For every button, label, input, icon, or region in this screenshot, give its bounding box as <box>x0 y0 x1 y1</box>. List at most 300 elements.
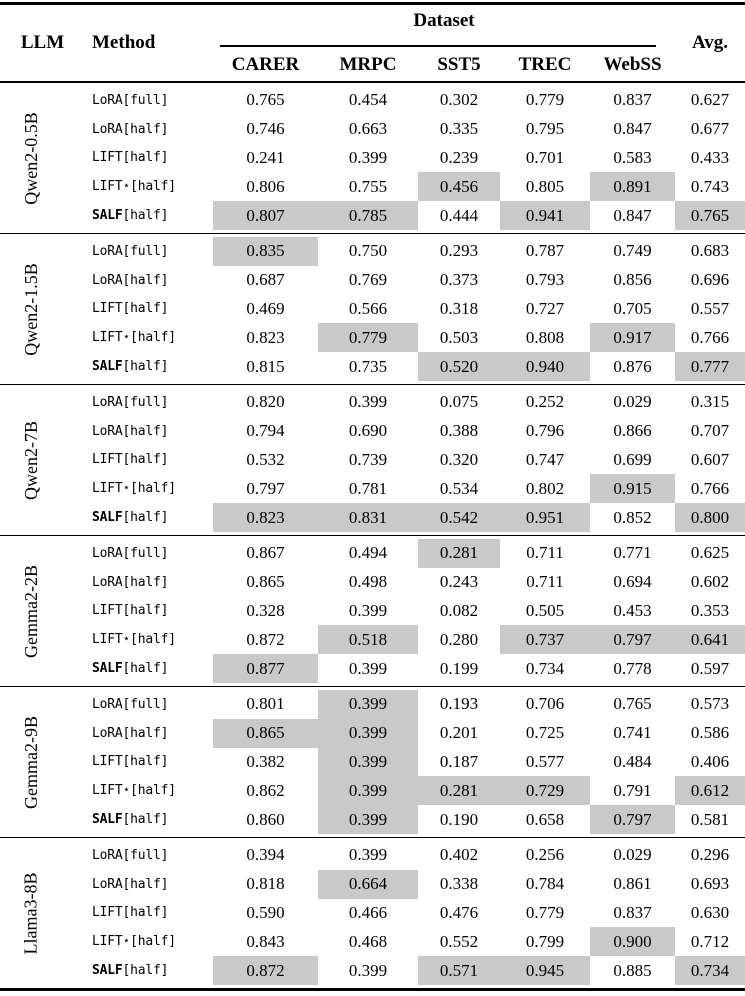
score-value-cell: 0.399 <box>318 690 418 719</box>
table-row <box>85 899 745 928</box>
score-value-cell: 0.256 <box>525 845 565 865</box>
method-name: SALF <box>92 359 123 375</box>
method-cell <box>85 172 213 201</box>
score-value-cell: 0.737 <box>500 625 590 654</box>
score-value-cell: 0.847 <box>613 119 652 139</box>
score-value-cell: 0.590 <box>246 902 285 922</box>
score-value-cell: 0.891 <box>590 172 675 201</box>
dataset-underline-rule <box>220 45 656 47</box>
method-variant: [half] <box>130 632 176 648</box>
score-value-cell: 0.779 <box>318 323 418 352</box>
avg-value-cell: 0.677 <box>690 119 730 139</box>
method-variant: [full] <box>122 394 169 410</box>
llm-label-cell <box>0 536 62 686</box>
method-name: LIFT⋆ <box>92 179 131 195</box>
score-value-cell: 0.468 <box>348 931 388 951</box>
score-value-cell: 0.571 <box>418 956 500 985</box>
method-variant: [half] <box>122 301 169 317</box>
method-cell <box>85 654 213 683</box>
column-header-method: Method <box>92 32 156 53</box>
score-value-cell: 0.252 <box>525 392 565 412</box>
column-header-trec: TREC <box>518 54 572 75</box>
score-value-cell: 0.917 <box>590 323 675 352</box>
score-value-cell: 0.769 <box>348 270 388 290</box>
score-value-cell: 0.566 <box>348 298 388 318</box>
score-value-cell: 0.399 <box>348 147 388 167</box>
method-cell <box>85 870 213 899</box>
score-value-cell: 0.866 <box>613 421 652 441</box>
method-name: LoRA <box>92 725 123 741</box>
avg-value-cell: 0.557 <box>690 298 730 318</box>
method-cell <box>85 719 213 748</box>
score-value-cell: 0.734 <box>525 658 565 678</box>
score-value-cell: 0.808 <box>525 327 565 347</box>
method-name: LoRA <box>92 272 123 288</box>
score-value-cell: 0.815 <box>246 356 285 376</box>
score-value-cell: 0.193 <box>439 694 479 714</box>
score-value-cell: 0.818 <box>246 874 285 894</box>
score-value-cell: 0.082 <box>439 600 479 620</box>
table-row <box>85 295 745 324</box>
method-cell <box>85 352 213 381</box>
llm-label: Gemma2-9B <box>20 715 41 809</box>
score-value-cell: 0.663 <box>348 119 388 139</box>
avg-value-cell: 0.406 <box>690 751 730 771</box>
table-row <box>85 144 745 173</box>
score-value-cell: 0.388 <box>439 421 479 441</box>
column-header-webss: WebSS <box>603 54 662 75</box>
score-value-cell: 0.577 <box>525 751 565 771</box>
avg-value-cell: 0.712 <box>690 931 730 951</box>
score-value-cell: 0.687 <box>246 270 285 290</box>
method-variant: [half] <box>130 934 176 950</box>
score-value-cell: 0.945 <box>500 956 590 985</box>
score-value-cell: 0.785 <box>318 201 418 230</box>
score-value-cell: 0.735 <box>348 356 388 376</box>
score-value-cell: 0.739 <box>348 449 388 469</box>
score-value-cell: 0.241 <box>246 147 285 167</box>
score-value-cell: 0.791 <box>613 780 652 800</box>
table-row <box>85 446 745 475</box>
score-value-cell: 0.243 <box>439 572 479 592</box>
score-value-cell: 0.075 <box>439 392 479 412</box>
method-cell <box>85 115 213 144</box>
avg-value-cell: 0.777 <box>675 352 745 381</box>
llm-group <box>0 233 745 384</box>
score-value-cell: 0.784 <box>525 874 565 894</box>
avg-value-cell: 0.296 <box>690 845 730 865</box>
avg-value-cell: 0.627 <box>690 90 730 110</box>
method-variant: [full] <box>122 92 169 108</box>
score-value-cell: 0.466 <box>348 902 388 922</box>
score-value-cell: 0.199 <box>439 658 479 678</box>
score-value-cell: 0.797 <box>590 805 675 834</box>
score-value-cell: 0.705 <box>613 298 652 318</box>
table-row <box>85 841 745 870</box>
method-name: LoRA <box>92 92 123 108</box>
score-value-cell: 0.690 <box>348 421 388 441</box>
method-variant: [half] <box>122 208 169 224</box>
score-value-cell: 0.951 <box>500 503 590 532</box>
method-variant: [half] <box>122 905 169 921</box>
method-variant: [half] <box>122 359 169 375</box>
score-value-cell: 0.190 <box>439 809 479 829</box>
method-cell <box>85 144 213 173</box>
method-cell <box>85 748 213 777</box>
column-header-avg: Avg. <box>691 32 729 53</box>
score-value-cell: 0.799 <box>525 931 565 951</box>
score-value-cell: 0.795 <box>525 119 565 139</box>
table-header <box>0 5 745 81</box>
score-value-cell: 0.729 <box>500 776 590 805</box>
table-row <box>85 805 745 834</box>
score-value-cell: 0.835 <box>213 237 318 266</box>
table-row <box>85 237 745 266</box>
table-row <box>85 870 745 899</box>
method-cell <box>85 956 213 985</box>
score-value-cell: 0.797 <box>246 478 285 498</box>
method-name: LIFT⋆ <box>92 783 131 799</box>
score-value-cell: 0.318 <box>439 298 479 318</box>
llm-label-cell <box>0 687 62 837</box>
score-value-cell: 0.658 <box>525 809 565 829</box>
method-cell <box>85 776 213 805</box>
score-value-cell: 0.778 <box>613 658 652 678</box>
score-value-cell: 0.771 <box>613 543 652 563</box>
score-value-cell: 0.399 <box>318 748 418 777</box>
table-bottom-rule <box>0 988 745 991</box>
score-value-cell: 0.867 <box>246 543 285 563</box>
method-variant: [full] <box>122 847 169 863</box>
method-cell <box>85 927 213 956</box>
method-name: LoRA <box>92 243 123 259</box>
avg-value-cell: 0.743 <box>690 176 730 196</box>
score-value-cell: 0.872 <box>213 956 318 985</box>
avg-value-cell: 0.353 <box>690 600 730 620</box>
column-header-mrpc: MRPC <box>339 54 397 75</box>
score-value-cell: 0.852 <box>613 507 652 527</box>
avg-value-cell: 0.597 <box>690 658 730 678</box>
group-rows <box>85 838 745 988</box>
score-value-cell: 0.823 <box>246 327 285 347</box>
method-variant: [full] <box>122 545 169 561</box>
score-value-cell: 0.837 <box>613 90 652 110</box>
score-value-cell: 0.281 <box>418 539 500 568</box>
table-row <box>85 776 745 805</box>
method-name: LIFT⋆ <box>92 330 131 346</box>
score-value-cell: 0.765 <box>613 694 652 714</box>
method-cell <box>85 841 213 870</box>
table-row <box>85 388 745 417</box>
method-variant: [half] <box>122 121 169 137</box>
llm-group <box>0 837 745 988</box>
method-name: SALF <box>92 963 123 979</box>
table-row <box>85 201 745 230</box>
method-name: LoRA <box>92 121 123 137</box>
method-cell <box>85 474 213 503</box>
score-value-cell: 0.399 <box>348 392 388 412</box>
score-value-cell: 0.801 <box>246 694 285 714</box>
score-value-cell: 0.320 <box>439 449 479 469</box>
avg-value-cell: 0.707 <box>690 421 730 441</box>
table-row <box>85 417 745 446</box>
method-name: LIFT <box>92 905 123 921</box>
score-value-cell: 0.399 <box>348 658 388 678</box>
method-variant: [full] <box>122 696 169 712</box>
score-value-cell: 0.503 <box>439 327 479 347</box>
avg-value-cell: 0.766 <box>690 327 730 347</box>
score-value-cell: 0.797 <box>590 625 675 654</box>
method-variant: [half] <box>122 725 169 741</box>
score-value-cell: 0.843 <box>246 931 285 951</box>
score-value-cell: 0.860 <box>246 809 285 829</box>
table-row <box>85 568 745 597</box>
table-row <box>85 597 745 626</box>
score-value-cell: 0.239 <box>439 147 479 167</box>
group-rows <box>85 83 745 233</box>
method-cell <box>85 539 213 568</box>
table-row <box>85 539 745 568</box>
method-name: LIFT <box>92 603 123 619</box>
score-value-cell: 0.402 <box>439 845 479 865</box>
method-variant: [half] <box>122 812 169 828</box>
score-value-cell: 0.847 <box>613 205 652 225</box>
score-value-cell: 0.201 <box>439 723 479 743</box>
table-row <box>85 86 745 115</box>
score-value-cell: 0.802 <box>525 478 565 498</box>
method-name: LoRA <box>92 876 123 892</box>
table-row <box>85 690 745 719</box>
method-name: LIFT <box>92 452 123 468</box>
score-value-cell: 0.664 <box>318 870 418 899</box>
score-value-cell: 0.872 <box>246 629 285 649</box>
method-variant: [half] <box>122 150 169 166</box>
method-name: LIFT <box>92 754 123 770</box>
method-name: LoRA <box>92 545 123 561</box>
avg-value-cell: 0.581 <box>690 809 730 829</box>
llm-label: Gemma2-2B <box>20 564 41 658</box>
llm-label: Qwen2-7B <box>20 420 41 500</box>
avg-value-cell: 0.765 <box>675 201 745 230</box>
score-value-cell: 0.494 <box>348 543 388 563</box>
score-value-cell: 0.876 <box>613 356 652 376</box>
score-value-cell: 0.787 <box>525 241 565 261</box>
avg-value-cell: 0.734 <box>675 956 745 985</box>
score-value-cell: 0.823 <box>213 503 318 532</box>
score-value-cell: 0.831 <box>318 503 418 532</box>
llm-label-cell <box>0 234 62 384</box>
column-header-sst5: SST5 <box>437 54 481 75</box>
method-cell <box>85 417 213 446</box>
score-value-cell: 0.484 <box>613 751 652 771</box>
method-cell <box>85 201 213 230</box>
method-cell <box>85 625 213 654</box>
method-variant: [half] <box>122 452 169 468</box>
score-value-cell: 0.779 <box>525 902 565 922</box>
score-value-cell: 0.505 <box>525 600 565 620</box>
method-variant: [half] <box>122 963 169 979</box>
method-cell <box>85 899 213 928</box>
avg-value-cell: 0.602 <box>690 572 730 592</box>
score-value-cell: 0.941 <box>500 201 590 230</box>
score-value-cell: 0.520 <box>418 352 500 381</box>
avg-value-cell: 0.630 <box>690 902 730 922</box>
group-rows <box>85 234 745 384</box>
method-cell <box>85 295 213 324</box>
score-value-cell: 0.498 <box>348 572 388 592</box>
avg-value-cell: 0.766 <box>690 478 730 498</box>
score-value-cell: 0.456 <box>418 172 500 201</box>
score-value-cell: 0.711 <box>526 572 564 592</box>
method-variant: [half] <box>122 272 169 288</box>
score-value-cell: 0.187 <box>439 751 479 771</box>
method-cell <box>85 388 213 417</box>
method-name: LoRA <box>92 574 123 590</box>
method-variant: [half] <box>122 754 169 770</box>
avg-value-cell: 0.641 <box>675 625 745 654</box>
method-variant: [half] <box>122 603 169 619</box>
score-value-cell: 0.542 <box>418 503 500 532</box>
score-value-cell: 0.746 <box>246 119 285 139</box>
score-value-cell: 0.741 <box>613 723 652 743</box>
table-row <box>85 115 745 144</box>
score-value-cell: 0.280 <box>439 629 479 649</box>
score-value-cell: 0.877 <box>213 654 318 683</box>
score-value-cell: 0.779 <box>525 90 565 110</box>
score-value-cell: 0.394 <box>246 845 285 865</box>
method-variant: [half] <box>122 661 169 677</box>
score-value-cell: 0.701 <box>525 147 565 167</box>
method-name: LoRA <box>92 394 123 410</box>
table-row <box>85 474 745 503</box>
llm-group <box>0 686 745 837</box>
score-value-cell: 0.915 <box>590 474 675 503</box>
method-name: SALF <box>92 812 123 828</box>
method-name: SALF <box>92 208 123 224</box>
score-value-cell: 0.711 <box>526 543 564 563</box>
method-cell <box>85 503 213 532</box>
score-value-cell: 0.453 <box>613 600 652 620</box>
method-cell <box>85 805 213 834</box>
score-value-cell: 0.706 <box>525 694 565 714</box>
score-value-cell: 0.862 <box>246 780 285 800</box>
method-name: LIFT⋆ <box>92 632 131 648</box>
table-row <box>85 748 745 777</box>
score-value-cell: 0.293 <box>439 241 479 261</box>
score-value-cell: 0.856 <box>613 270 652 290</box>
score-value-cell: 0.725 <box>525 723 565 743</box>
method-cell <box>85 323 213 352</box>
score-value-cell: 0.399 <box>348 845 388 865</box>
llm-group <box>0 384 745 535</box>
score-value-cell: 0.820 <box>246 392 285 412</box>
avg-value-cell: 0.315 <box>690 392 730 412</box>
llm-group <box>0 83 745 233</box>
score-value-cell: 0.476 <box>439 902 479 922</box>
method-variant: [half] <box>122 574 169 590</box>
score-value-cell: 0.552 <box>439 931 479 951</box>
llm-label: Qwen2-1.5B <box>20 262 41 356</box>
table-row <box>85 719 745 748</box>
score-value-cell: 0.469 <box>246 298 285 318</box>
table-row <box>85 625 745 654</box>
score-value-cell: 0.781 <box>348 478 388 498</box>
score-value-cell: 0.749 <box>613 241 652 261</box>
column-header-llm: LLM <box>20 32 65 53</box>
score-value-cell: 0.750 <box>348 241 388 261</box>
score-value-cell: 0.865 <box>246 572 285 592</box>
table-row <box>85 503 745 532</box>
method-variant: [half] <box>130 179 176 195</box>
llm-group <box>0 535 745 686</box>
avg-value-cell: 0.586 <box>690 723 730 743</box>
score-value-cell: 0.694 <box>613 572 652 592</box>
avg-value-cell: 0.625 <box>690 543 730 563</box>
score-value-cell: 0.399 <box>318 776 418 805</box>
llm-label: Llama3-8B <box>20 872 41 954</box>
method-cell <box>85 266 213 295</box>
llm-label-cell <box>0 83 62 233</box>
method-variant: [half] <box>130 783 176 799</box>
score-value-cell: 0.900 <box>590 927 675 956</box>
score-value-cell: 0.747 <box>525 449 565 469</box>
method-cell <box>85 86 213 115</box>
score-value-cell: 0.444 <box>439 205 479 225</box>
method-name: SALF <box>92 661 123 677</box>
avg-value-cell: 0.693 <box>690 874 730 894</box>
method-variant: [half] <box>122 510 169 526</box>
score-value-cell: 0.518 <box>318 625 418 654</box>
method-name: SALF <box>92 510 123 526</box>
table-row <box>85 266 745 295</box>
column-header-carer: CARER <box>231 54 300 75</box>
method-name: LoRA <box>92 847 123 863</box>
score-value-cell: 0.029 <box>613 392 652 412</box>
score-value-cell: 0.805 <box>525 176 565 196</box>
avg-value-cell: 0.696 <box>690 270 730 290</box>
score-value-cell: 0.727 <box>525 298 565 318</box>
score-value-cell: 0.794 <box>246 421 285 441</box>
avg-value-cell: 0.607 <box>690 449 730 469</box>
avg-value-cell: 0.800 <box>675 503 745 532</box>
avg-value-cell: 0.433 <box>690 147 730 167</box>
method-variant: [half] <box>130 330 176 346</box>
method-cell <box>85 237 213 266</box>
method-variant: [half] <box>122 876 169 892</box>
method-name: LoRA <box>92 423 123 439</box>
table-row <box>85 956 745 985</box>
method-cell <box>85 690 213 719</box>
score-value-cell: 0.534 <box>439 478 479 498</box>
avg-value-cell: 0.683 <box>690 241 730 261</box>
score-value-cell: 0.699 <box>613 449 652 469</box>
method-variant: [half] <box>130 481 176 497</box>
llm-label: Qwen2-0.5B <box>20 111 41 205</box>
table-row <box>85 323 745 352</box>
score-value-cell: 0.373 <box>439 270 479 290</box>
score-value-cell: 0.532 <box>246 449 285 469</box>
table-row <box>85 654 745 683</box>
table-row <box>85 172 745 201</box>
score-value-cell: 0.885 <box>613 960 652 980</box>
score-value-cell: 0.583 <box>613 147 652 167</box>
score-value-cell: 0.328 <box>246 600 285 620</box>
column-group-header-dataset: Dataset <box>413 10 475 31</box>
score-value-cell: 0.281 <box>418 776 500 805</box>
score-value-cell: 0.302 <box>439 90 479 110</box>
score-value-cell: 0.399 <box>348 600 388 620</box>
score-value-cell: 0.940 <box>500 352 590 381</box>
